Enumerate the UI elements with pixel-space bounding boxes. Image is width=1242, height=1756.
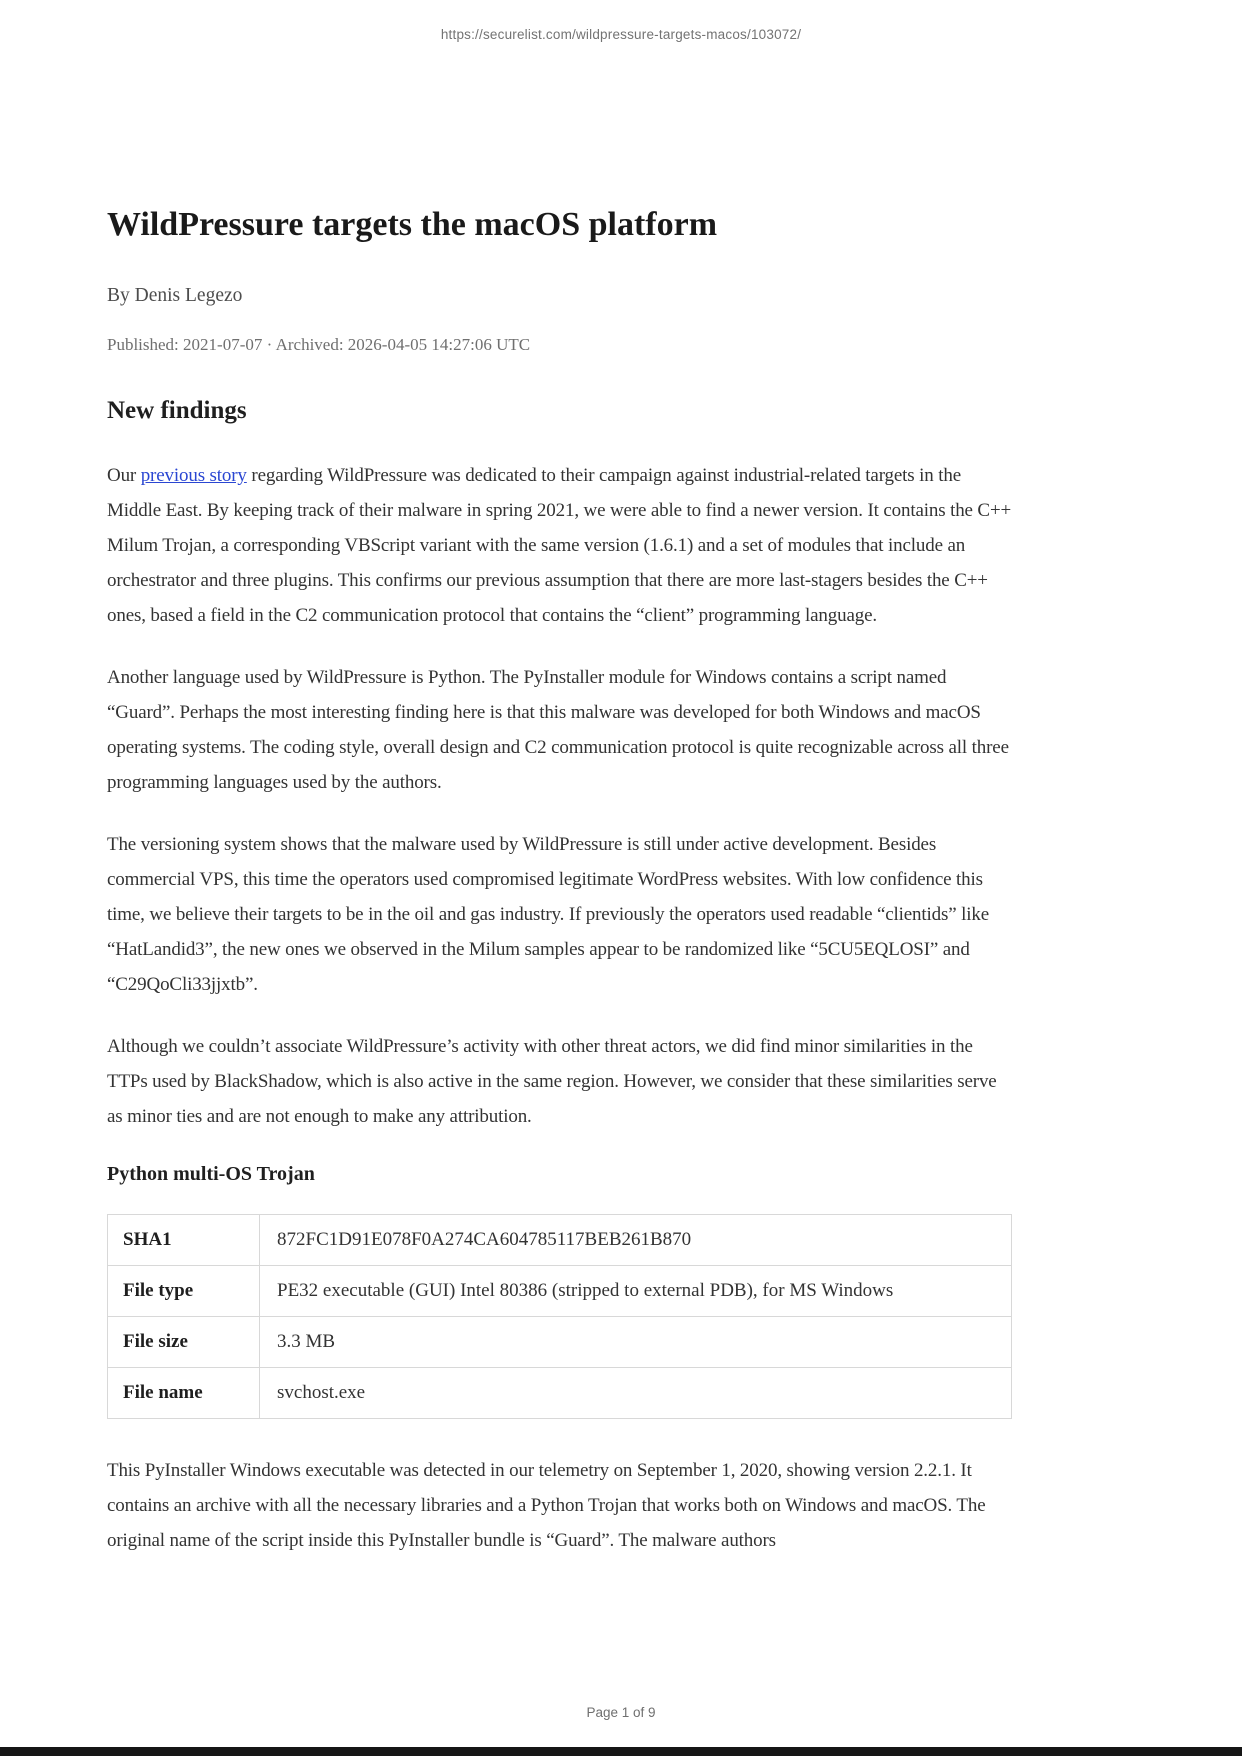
ioc-table	[107, 1214, 1012, 1419]
paragraph-1	[107, 458, 1012, 633]
previous-story-link[interactable]: previous story	[140, 465, 247, 486]
table-row-value: 872FC1D91E078F0A274CA604785117BEB261B870	[260, 1215, 1012, 1266]
section-heading: New findings	[107, 397, 247, 424]
table-row	[108, 1266, 1012, 1317]
table-row	[108, 1368, 1012, 1419]
table-row-label: SHA1	[108, 1215, 260, 1266]
table-row-label: File name	[108, 1368, 260, 1419]
paragraph-5: This PyInstaller Windows executable was detected in our telemetry on September 1, 2020, showing version 2.2.1. It contains an archive with all the necessary libraries and a Python Trojan that works both on Windows and macOS. The original name of the script inside this PyInstaller bundle is “Guard”. The malware authors	[107, 1460, 986, 1551]
table-row	[108, 1215, 1012, 1266]
paragraph-1-text-pre: Our	[107, 465, 141, 486]
table-row-value: 3.3 MB	[260, 1317, 1012, 1368]
article-title: WildPressure targets the macOS platform	[107, 206, 718, 243]
subheading-python-trojan: Python multi-OS Trojan	[107, 1163, 315, 1185]
print-header-url: https://securelist.com/wildpressure-targets-macos/103072/	[440, 27, 802, 42]
paragraph-4: Although we couldn’t associate WildPressure’s activity with other threat actors, we did find minor similarities in the TTPs used by BlackShadow, which is also active in the same region. However, we consider that these similarities serve as minor ties and are not enough to make any attribution.	[107, 1036, 997, 1127]
paragraph-3: The versioning system shows that the malware used by WildPressure is still under active development. Besides commercial VPS, this time the operators used compromised legitimate WordPress websites. With low confidence this time, we believe their targets to be in the oil and gas industry. If previously the operators used readable “clientids” like “HatLandid3”, the new ones we observed in the Milum samples appear to be randomized like “5CU5EQLOSI” and “C29QoCli33jjxtb”.	[107, 834, 990, 995]
paragraph-2: Another language used by WildPressure is Python. The PyInstaller module for Windows contains a script named “Guard”. Perhaps the most interesting finding here is that this malware was developed for both Windows and macOS operating systems. The coding style, overall design and C2 communication protocol is quite recognizable across all three programming languages used by the authors.	[107, 667, 1009, 793]
table-row-value: PE32 executable (GUI) Intel 80386 (stripped to external PDB), for MS Windows	[260, 1266, 1012, 1317]
table-row-label: File size	[108, 1317, 260, 1368]
bottom-bar	[0, 1747, 1242, 1756]
article-content	[107, 205, 1012, 1558]
table-row-label: File type	[108, 1266, 260, 1317]
table-row	[108, 1317, 1012, 1368]
table-row-value: svchost.exe	[260, 1368, 1012, 1419]
paragraph-1-text-post: regarding WildPressure was dedicated to their campaign against industrial-related targets in the Middle East. By keeping track of their malware in spring 2021, we were able to find a newer version. It contains the C++ Milum Trojan, a corresponding VBScript variant with the same version (1.6.1) and a set of modules that include an orchestrator and three plugins. This confirms our previous assumption that there are more last-stagers besides the C++ ones, based a field in the C2 communication protocol that contains the “client” programming language.	[107, 465, 1012, 626]
page-number: Page 1 of 9	[586, 1705, 656, 1720]
article-byline: By Denis Legezo	[107, 285, 243, 306]
article-meta-dates: Published: 2021-07-07 · Archived: 2026-04-05 14:27:06 UTC	[107, 335, 531, 354]
